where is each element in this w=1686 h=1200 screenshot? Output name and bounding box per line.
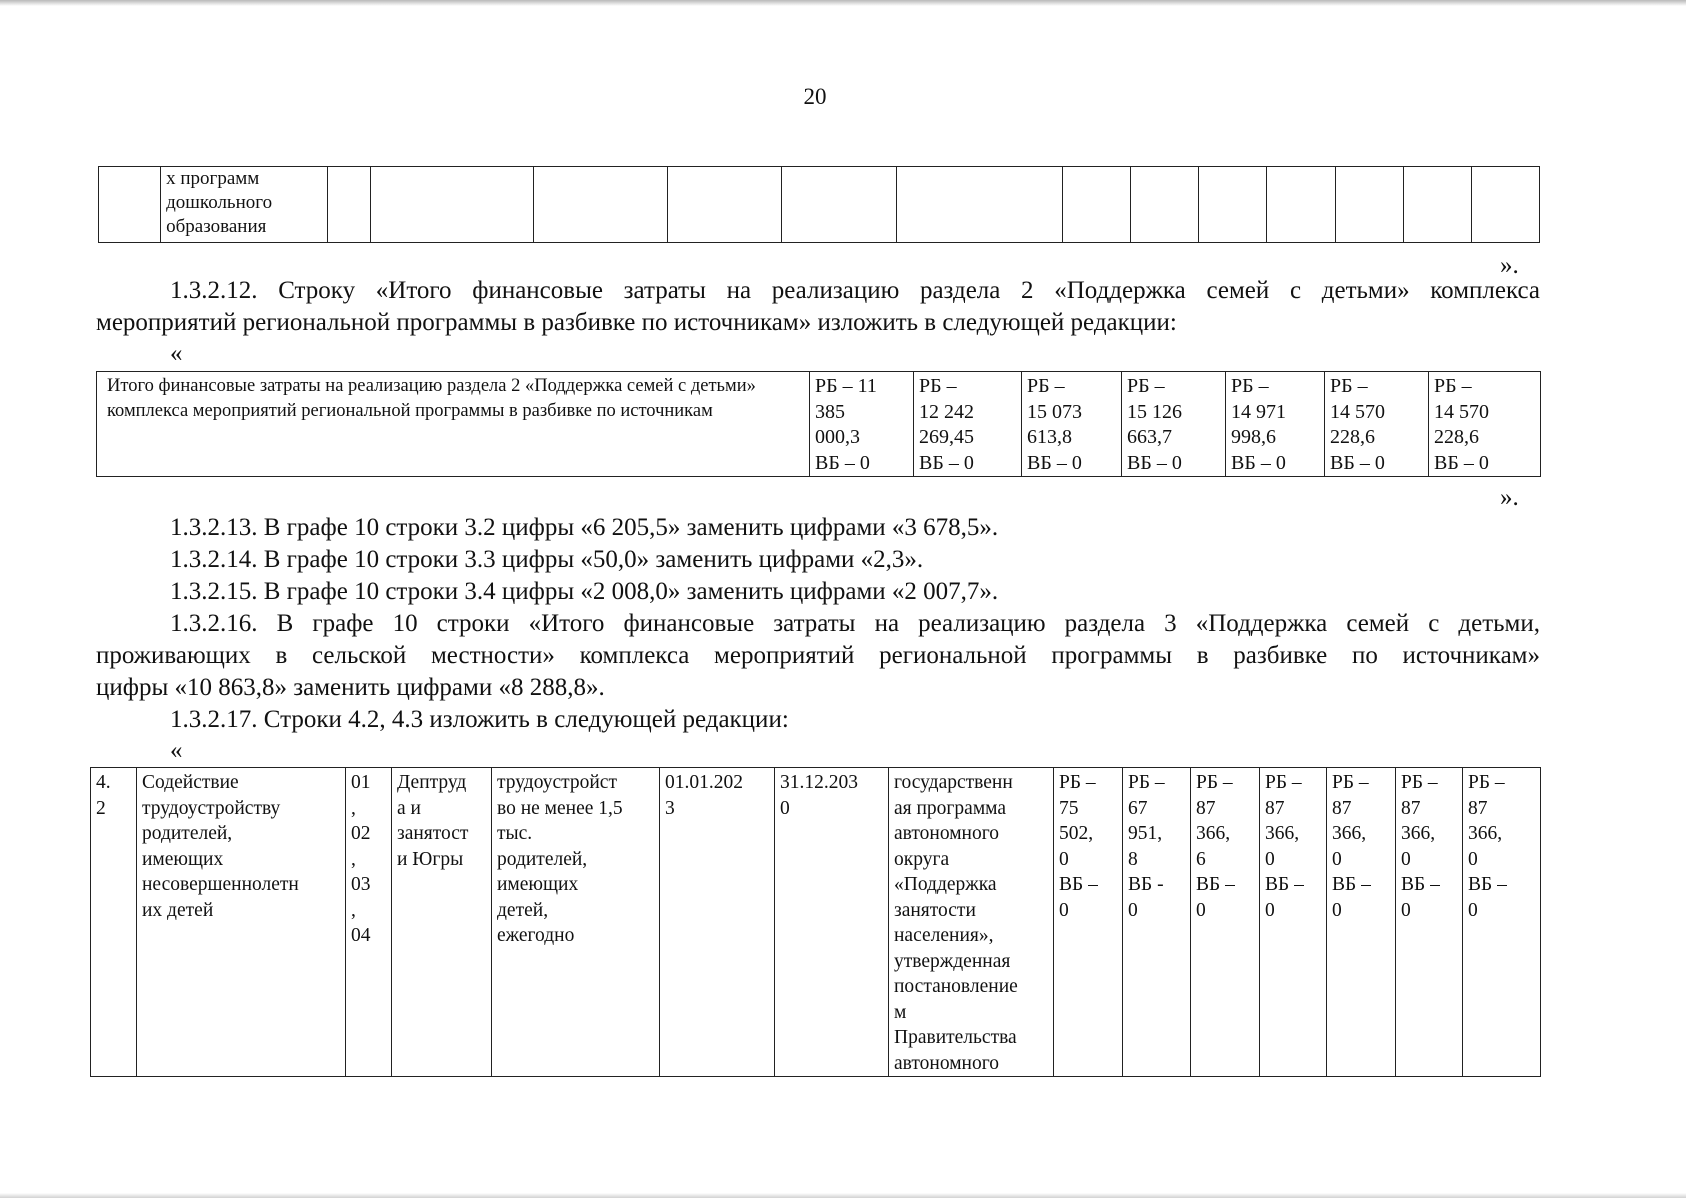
table-cell bbox=[370, 167, 533, 243]
table-cell bbox=[1199, 167, 1267, 243]
totals-value: РБ – 14 570 228,6 ВБ – 0 bbox=[1325, 372, 1429, 477]
paragraph-1-3-2-16-line3: цифры «10 863,8» заменить цифрами «8 288,8». bbox=[96, 674, 605, 701]
table-cell bbox=[1062, 167, 1130, 243]
table-row bbox=[97, 372, 1541, 477]
totals-table bbox=[96, 371, 1541, 477]
table-fragment bbox=[98, 166, 1540, 243]
paragraph-1-3-2-13: 1.3.2.13. В графе 10 строки 3.2 цифры «6 205,5» заменить цифрами «3 678,5». bbox=[170, 514, 999, 541]
measure-name: Содействие трудоустройству родителей, имеющих несовершеннолетн их детей bbox=[137, 768, 346, 1077]
table-cell bbox=[99, 167, 161, 243]
indicator: трудоустройст во не менее 1,5 тыс. родителей, имеющих детей, ежегодно bbox=[492, 768, 660, 1077]
year-value: РБ – 87 366, 0 ВБ – 0 bbox=[1463, 768, 1541, 1077]
table-cell bbox=[533, 167, 667, 243]
row-4-2-table bbox=[90, 767, 1541, 1077]
totals-value: РБ – 15 126 663,7 ВБ – 0 bbox=[1122, 372, 1226, 477]
table-cell bbox=[1267, 167, 1335, 243]
table-cell bbox=[1335, 167, 1403, 243]
table-cell bbox=[668, 167, 782, 243]
scan-edge-top bbox=[0, 0, 1686, 6]
year-value: РБ – 87 366, 0 ВБ – 0 bbox=[1327, 768, 1396, 1077]
opening-quote: « bbox=[170, 737, 183, 764]
paragraph-1-3-2-16-line2: проживающих в сельской местности» комплекса мероприятий региональной программы в разбивке по источникам» bbox=[96, 642, 1540, 669]
opening-quote: « bbox=[170, 340, 183, 367]
table-row bbox=[99, 167, 1540, 243]
table-cell bbox=[896, 167, 1062, 243]
table-cell bbox=[1403, 167, 1471, 243]
year-value: РБ – 67 951, 8 ВБ - 0 bbox=[1123, 768, 1191, 1077]
totals-value: РБ – 14 570 228,6 ВБ – 0 bbox=[1429, 372, 1541, 477]
table-row bbox=[91, 768, 1541, 1077]
year-value: РБ – 87 366, 0 ВБ – 0 bbox=[1396, 768, 1463, 1077]
totals-value: РБ – 11 385 000,3 ВБ – 0 bbox=[810, 372, 914, 477]
year-value: РБ – 87 366, 0 ВБ – 0 bbox=[1260, 768, 1327, 1077]
end-date: 31.12.203 0 bbox=[775, 768, 889, 1077]
page-number: 20 bbox=[803, 84, 827, 109]
totals-value: РБ – 15 073 613,8 ВБ – 0 bbox=[1022, 372, 1122, 477]
funding-source: государственн ая программа автономного округа «Поддержка занятости населения», утвержденная постановление м Правительства автономного bbox=[889, 768, 1054, 1077]
year-value: РБ – 87 366, 6 ВБ – 0 bbox=[1191, 768, 1260, 1077]
closing-quote: ». bbox=[1500, 252, 1519, 279]
task-numbers: 01 , 02 , 03 , 04 bbox=[346, 768, 392, 1077]
executor: Дептруд а и занятост и Югры bbox=[392, 768, 492, 1077]
totals-value: РБ – 12 242 269,45 ВБ – 0 bbox=[914, 372, 1022, 477]
start-date: 01.01.202 3 bbox=[660, 768, 775, 1077]
table-cell bbox=[782, 167, 896, 243]
table-cell bbox=[1131, 167, 1199, 243]
paragraph-1-3-2-17: 1.3.2.17. Строки 4.2, 4.3 изложить в следующей редакции: bbox=[170, 706, 789, 733]
paragraph-1-3-2-16-line1: 1.3.2.16. В графе 10 строки «Итого финансовые затраты на реализацию раздела 3 «Поддержка семей с детьми, bbox=[170, 610, 1540, 637]
totals-label: Итого финансовые затраты на реализацию раздела 2 «Поддержка семей с детьми» комплекса мероприятий региональной программы в разбивке по источникам bbox=[97, 372, 810, 477]
paragraph-1-3-2-12-line2: мероприятий региональной программы в разбивке по источникам» изложить в следующей редакции: bbox=[96, 309, 1177, 336]
totals-value: РБ – 14 971 998,6 ВБ – 0 bbox=[1226, 372, 1325, 477]
paragraph-1-3-2-14: 1.3.2.14. В графе 10 строки 3.3 цифры «50,0» заменить цифрами «2,3». bbox=[170, 546, 924, 573]
closing-quote: ». bbox=[1500, 484, 1519, 511]
row-number: 4. 2 bbox=[91, 768, 137, 1077]
paragraph-1-3-2-15: 1.3.2.15. В графе 10 строки 3.4 цифры «2 008,0» заменить цифрами «2 007,7». bbox=[170, 578, 999, 605]
paragraph-1-3-2-12-line1: 1.3.2.12. Строку «Итого финансовые затраты на реализацию раздела 2 «Поддержка семей с детьми» комплекса bbox=[170, 277, 1540, 304]
scan-edge-bottom bbox=[0, 1193, 1686, 1198]
year-value: РБ – 75 502, 0 ВБ – 0 bbox=[1054, 768, 1123, 1077]
table-cell: х программ дошкольного образования bbox=[161, 167, 328, 243]
table-cell bbox=[1471, 167, 1539, 243]
table-cell bbox=[328, 167, 370, 243]
